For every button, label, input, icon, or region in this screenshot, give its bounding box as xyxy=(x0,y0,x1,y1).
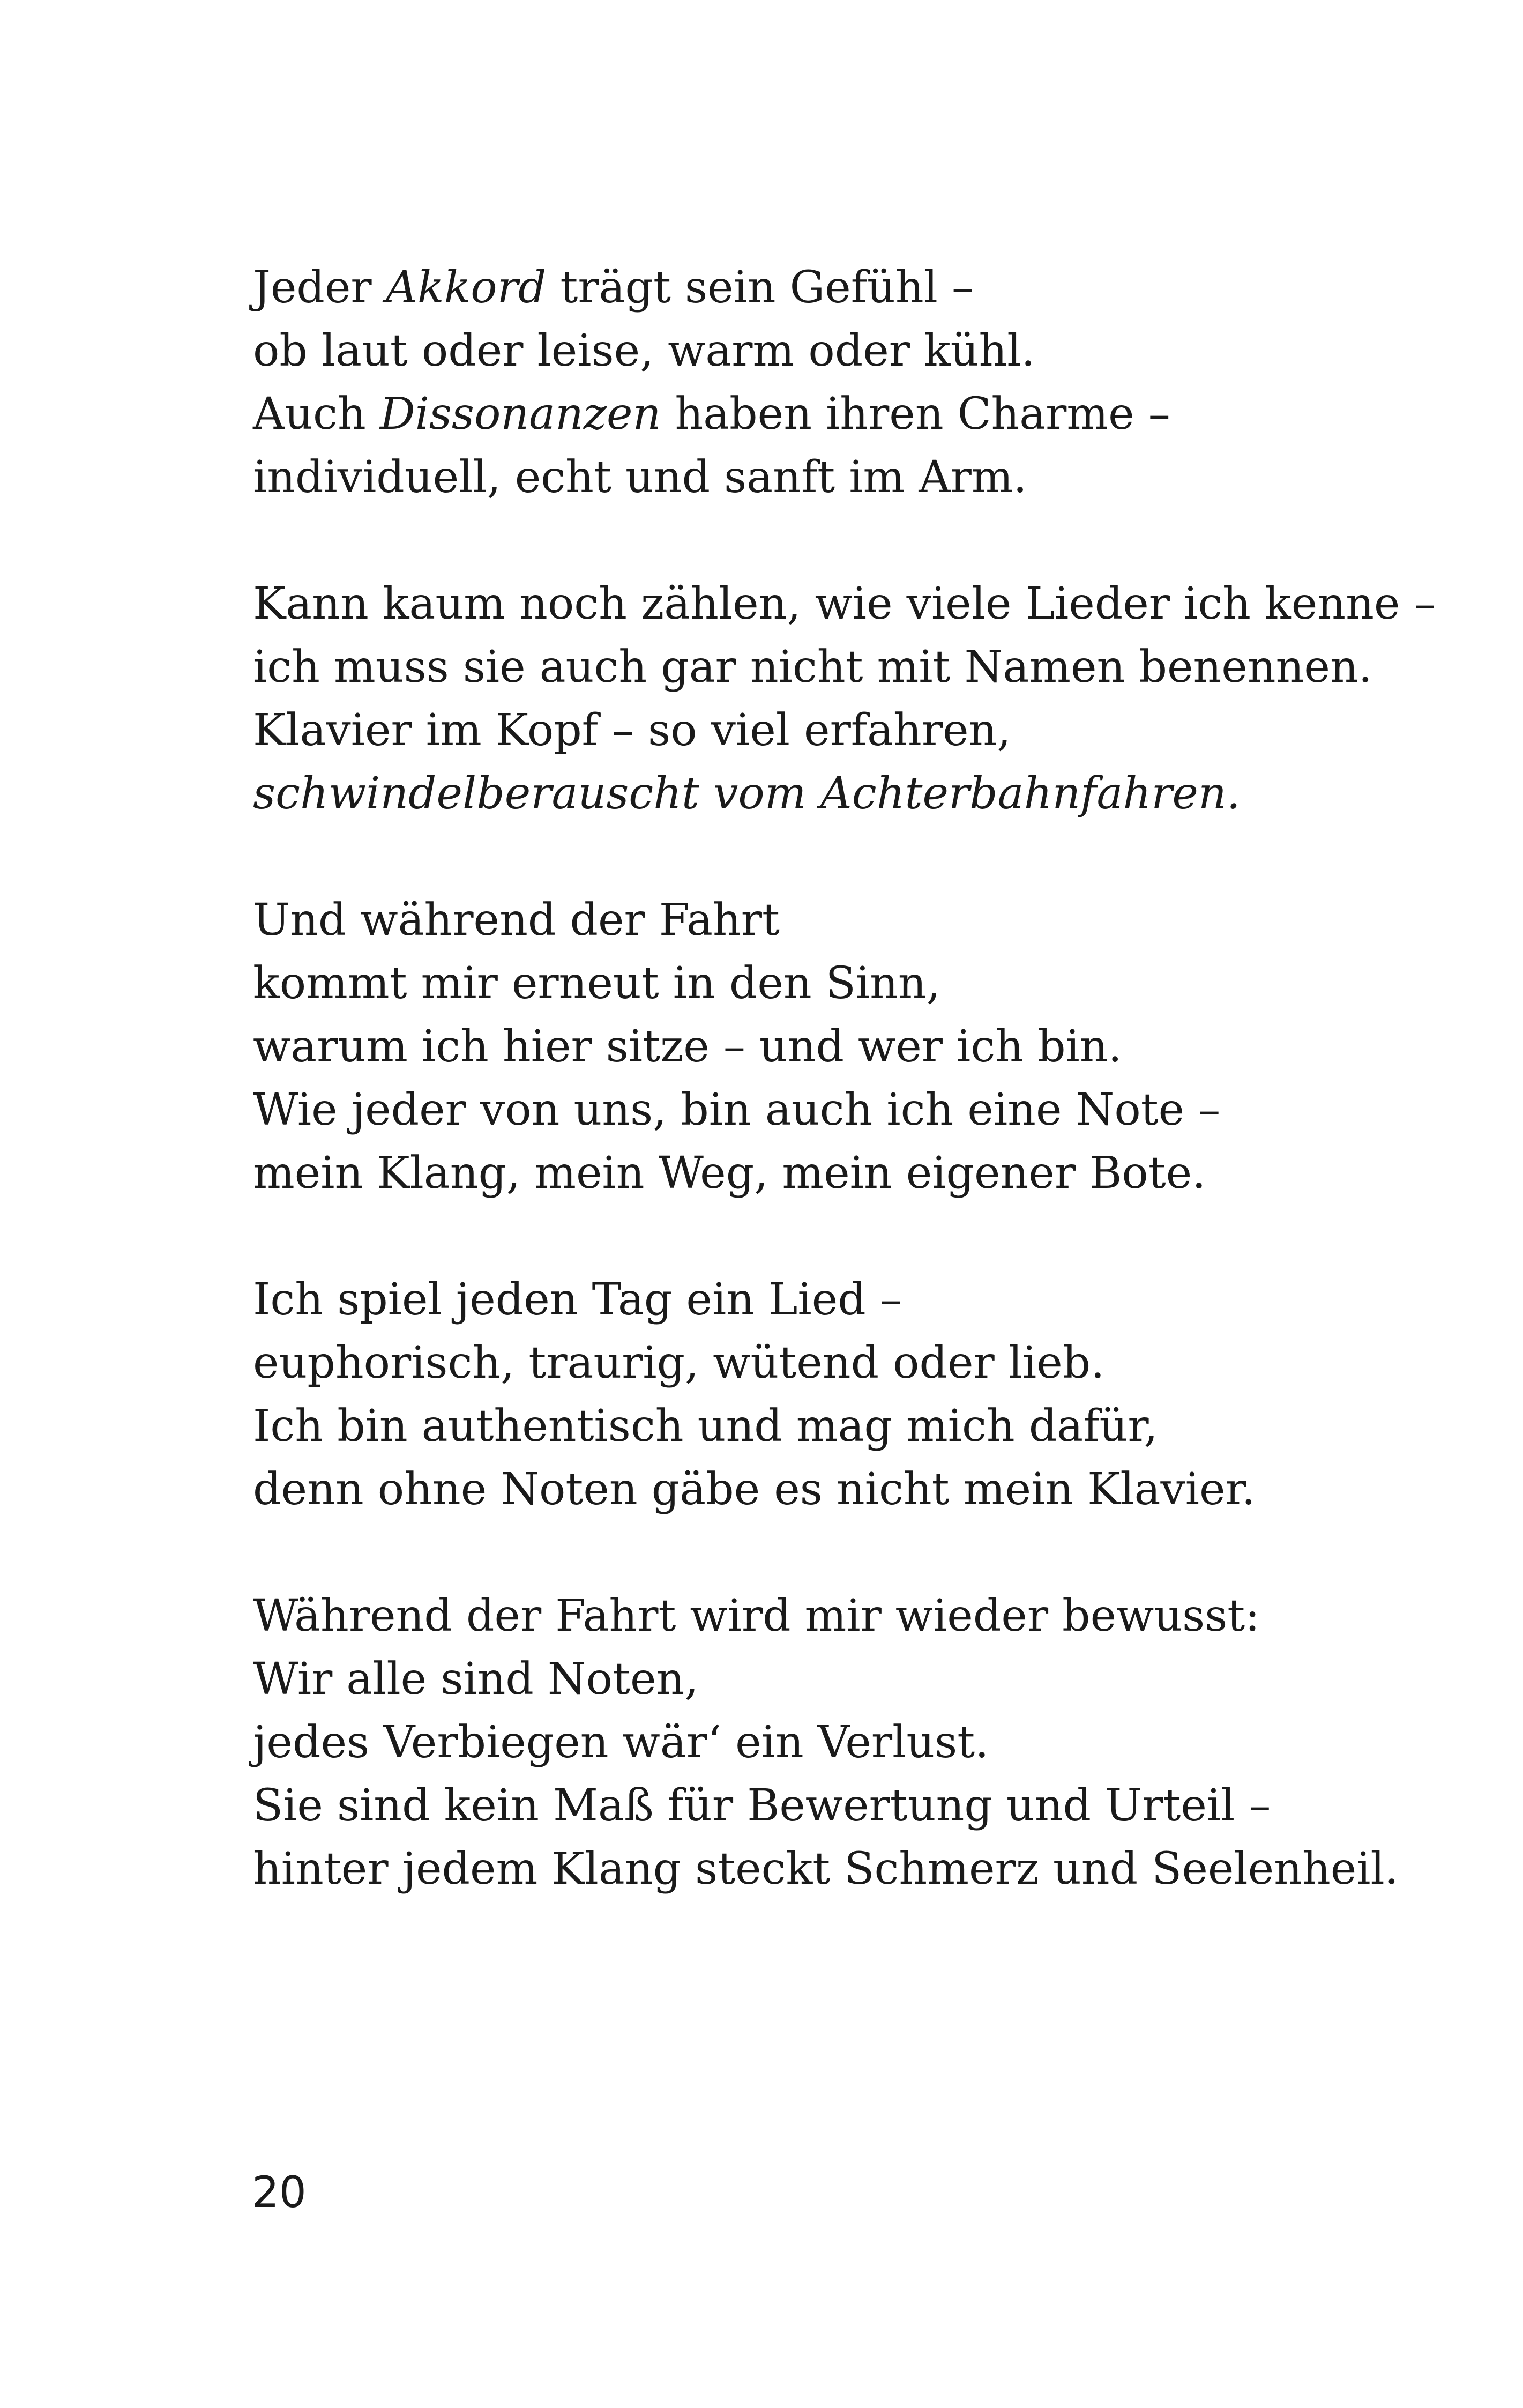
poem-line: Ich bin authentisch und mag mich dafür, xyxy=(253,1401,1158,1452)
stanza-4 xyxy=(253,1268,1485,1521)
stanza-2 xyxy=(253,573,1485,826)
poem-line: hinter jedem Klang steckt Schmerz und Seelenheil. xyxy=(253,1844,1399,1894)
stanza-5 xyxy=(253,1585,1485,1901)
poem-line xyxy=(253,256,1485,319)
poem-line: euphorisch, traurig, wütend oder lieb. xyxy=(253,1337,1105,1388)
poem-line: mein Klang, mein Weg, mein eigener Bote. xyxy=(253,1148,1206,1199)
line-text: Jeder xyxy=(253,262,386,313)
line-text: trägt sein Gefühl – xyxy=(546,262,974,313)
poem-line: Sie sind kein Maß für Bewertung und Urteil – xyxy=(253,1780,1271,1831)
italic-word: Akkord xyxy=(385,262,547,313)
italic-word: Dissonanzen xyxy=(379,389,661,440)
poem xyxy=(253,256,1485,1964)
poem-line-italic: schwindelberauscht vom Achterbahnfahren. xyxy=(253,768,1241,819)
poem-line: ob laut oder leise, warm oder kühl. xyxy=(253,325,1035,376)
poem-line: Kann kaum noch zählen, wie viele Lieder ich kenne – xyxy=(253,578,1436,629)
line-text: haben ihren Charme – xyxy=(661,389,1170,440)
poem-line: individuell, echt und sanft im Arm. xyxy=(253,452,1027,503)
poem-line: denn ohne Noten gäbe es nicht mein Klavier. xyxy=(253,1464,1256,1515)
poem-line: Wie jeder von uns, bin auch ich eine Note – xyxy=(253,1084,1221,1135)
poem-line xyxy=(253,383,1485,446)
stanza-1 xyxy=(253,256,1485,509)
line-text: Auch xyxy=(253,389,380,440)
page-number: 20 xyxy=(252,2167,307,2217)
poem-line: Ich spiel jeden Tag ein Lied – xyxy=(253,1274,902,1325)
poem-line: jedes Verbiegen wär‘ ein Verlust. xyxy=(253,1717,989,1768)
poem-line: Und während der Fahrt xyxy=(253,895,780,946)
poem-line: warum ich hier sitze – und wer ich bin. xyxy=(253,1021,1122,1072)
poem-line: kommt mir erneut in den Sinn, xyxy=(253,958,940,1009)
poem-line: Während der Fahrt wird mir wieder bewusst: xyxy=(253,1591,1260,1641)
poem-line: Wir alle sind Noten, xyxy=(253,1654,699,1705)
poem-line: Klavier im Kopf – so viel erfahren, xyxy=(253,705,1011,756)
poem-line: ich muss sie auch gar nicht mit Namen benennen. xyxy=(253,642,1372,693)
stanza-3 xyxy=(253,889,1485,1205)
